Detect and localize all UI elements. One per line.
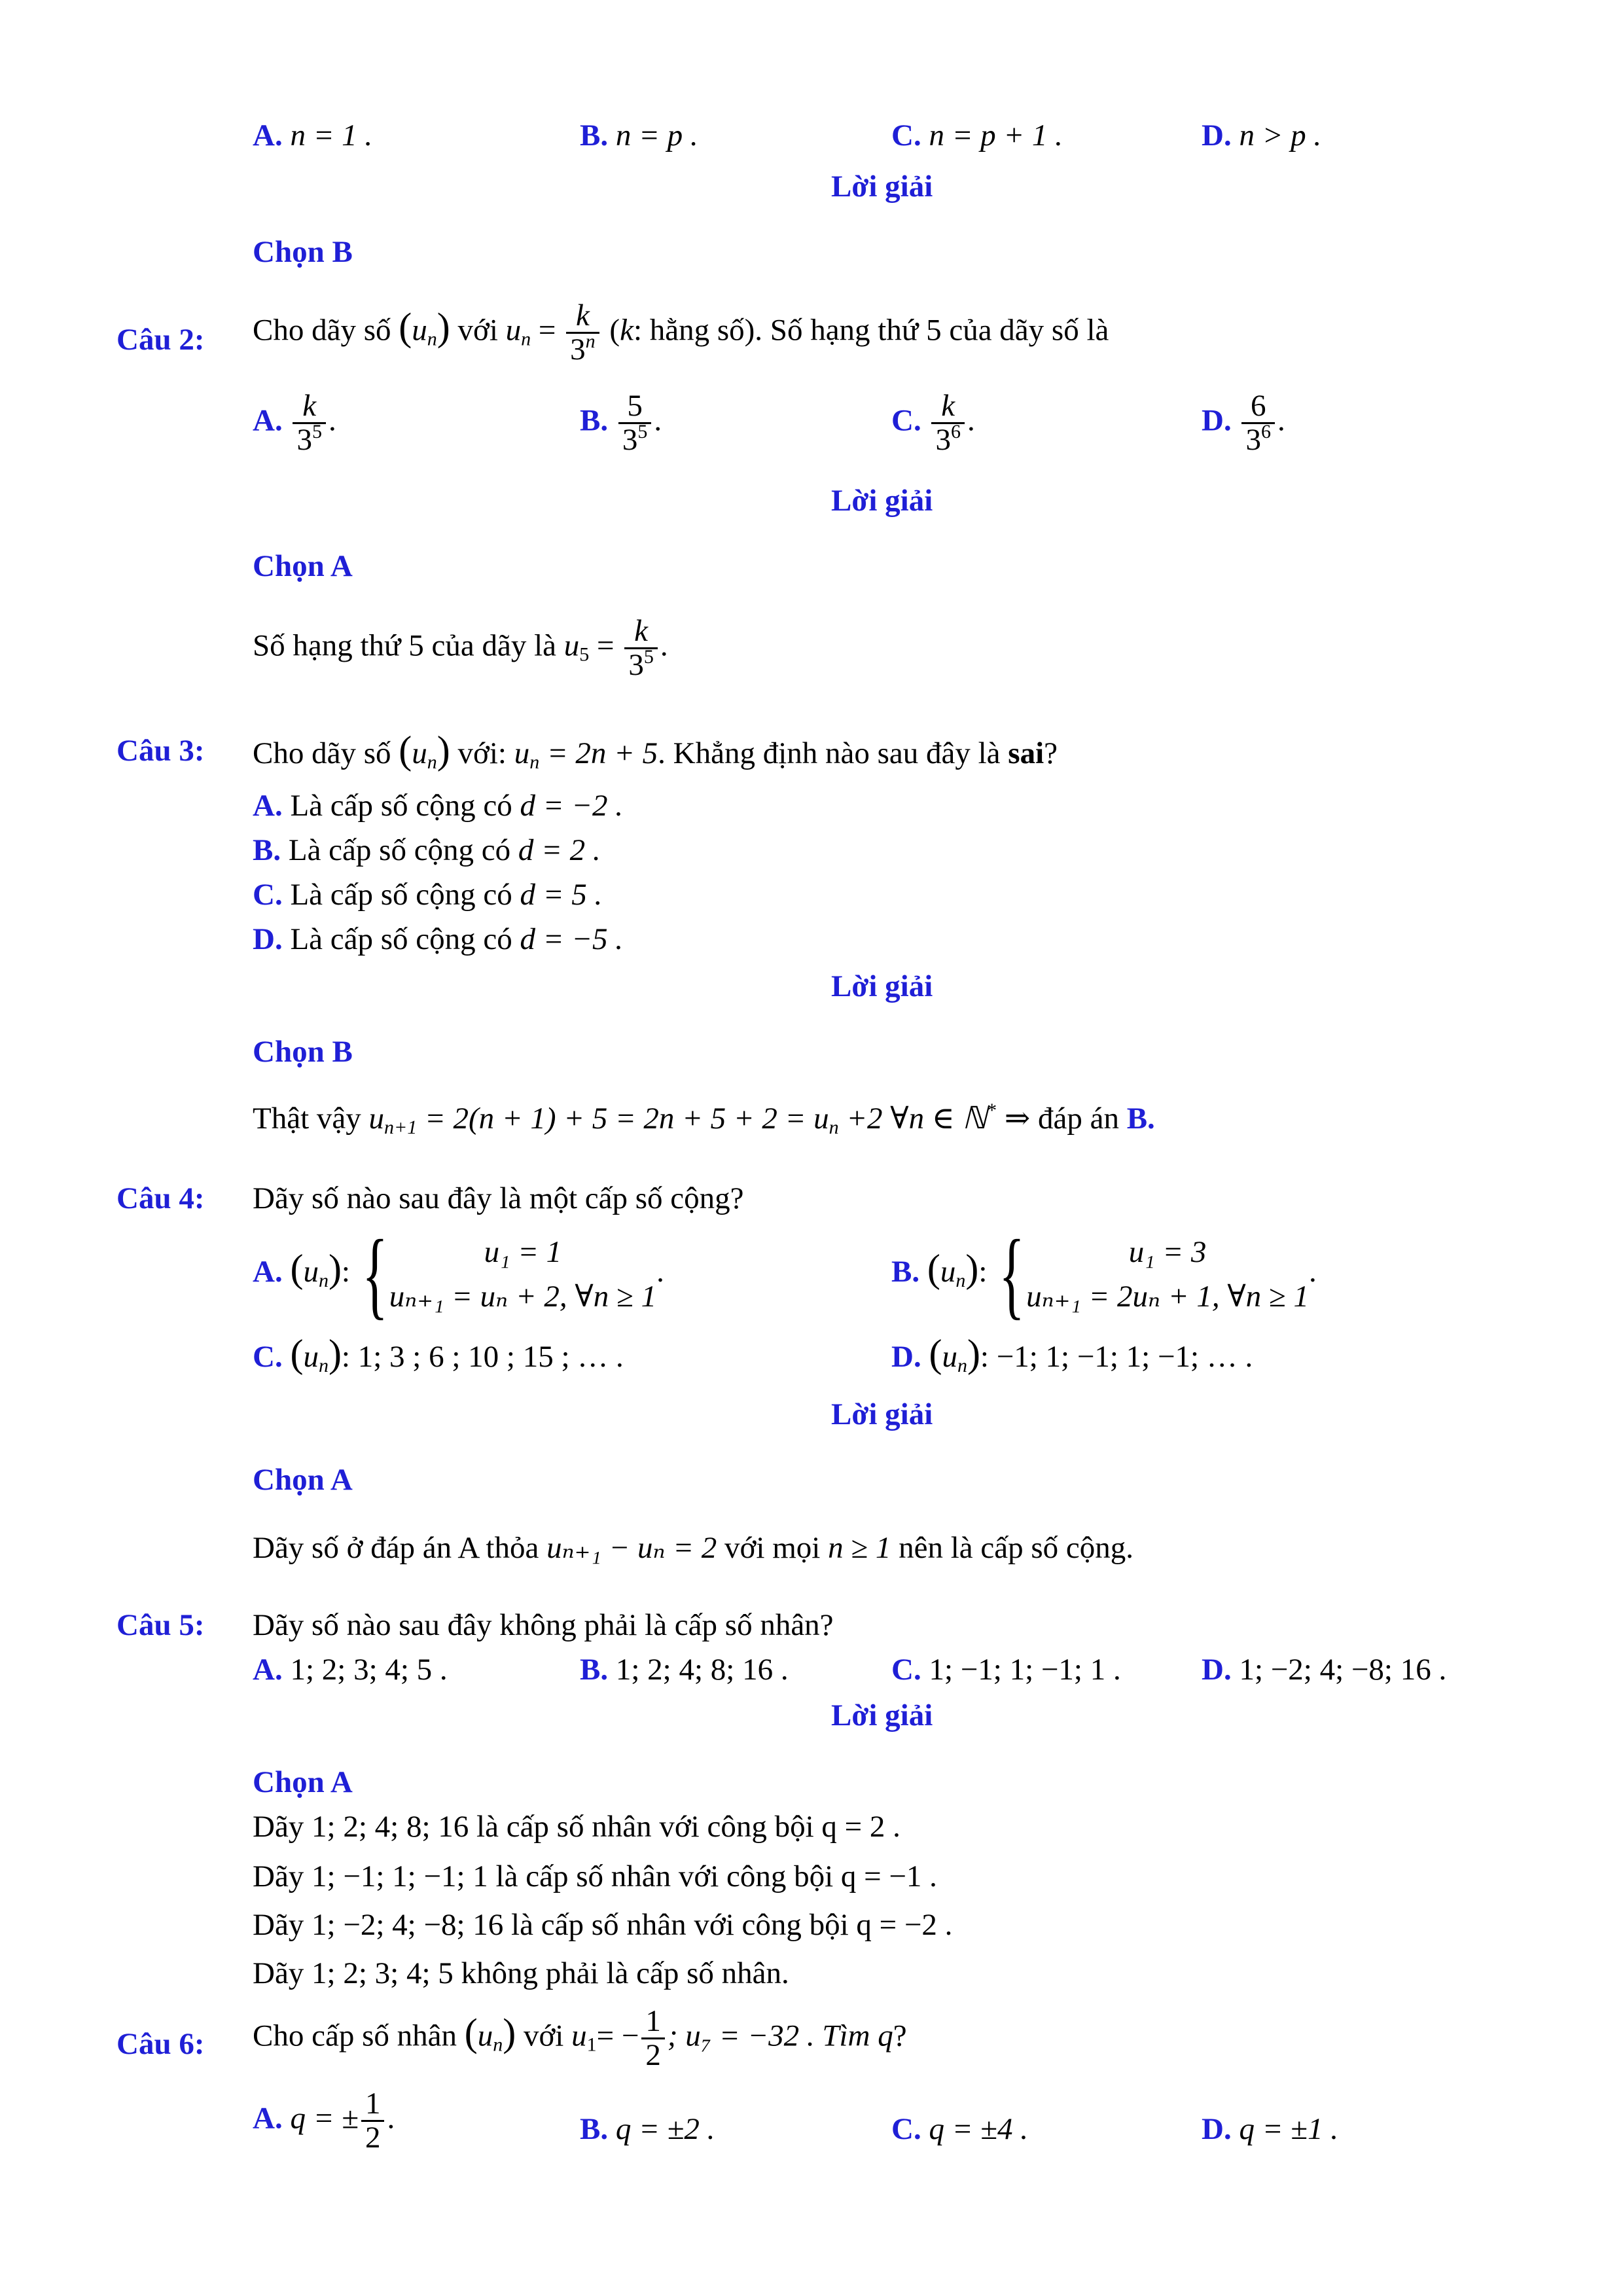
- q3-option-b: B. Là cấp số cộng có d = 2 .: [253, 833, 601, 867]
- q5-prompt: Dãy số nào sau đây không phải là cấp số nhân?: [253, 1608, 834, 1642]
- q5-option-b: B. 1; 2; 4; 8; 16 .: [580, 1653, 789, 1687]
- q2-option-a: A. $\frac{k}{3^5}$ .: [253, 389, 336, 457]
- q4-option-c: C. $(u_n)$: 1; 3 ; 6 ; 10 ; 15 ; … .: [253, 1332, 624, 1376]
- q1-choice: Chọn B: [253, 235, 353, 269]
- q4-prompt: Dãy số nào sau đây là một cấp số cộng?: [253, 1181, 744, 1215]
- q1-solution-heading: Lời giải: [831, 170, 933, 204]
- q5-option-c: C. 1; −1; 1; −1; 1 .: [891, 1653, 1121, 1687]
- q5-expl-line-3: Dãy 1; −2; 4; −8; 16 là cấp số nhân với công bội q = −2 .: [253, 1908, 953, 1942]
- q6-prompt: Cho cấp số nhân $(u_n)$ với $u_1=$ − $\frac{1}{2}$ ; u₇ = −32 . Tìm q?: [253, 2004, 907, 2073]
- q4-option-d: D. $(u_n)$: −1; 1; −1; 1; −1; … .: [891, 1332, 1253, 1376]
- q1-option-b: B. n = p .: [580, 118, 698, 152]
- q5-solution-heading: Lời giải: [831, 1698, 933, 1732]
- q4-solution-heading: Lời giải: [831, 1397, 933, 1431]
- q4-option-a: A. $(u_n)$: { u₁ = 1 uₙ₊₁ = uₙ + 2, ∀n ≥ 1 .: [253, 1220, 664, 1329]
- q6-label: Câu 6:: [116, 2027, 205, 2061]
- q1-option-d: D. n > p .: [1202, 118, 1322, 152]
- q4-choice: Chọn A: [253, 1463, 353, 1497]
- q3-prompt: Cho dãy số $(u_n)$ với: $u_n = 2n + 5$. Khẳng định nào sau đây là sai?: [253, 728, 1058, 773]
- q2-option-d: D. $\frac{6}{3^6}$ .: [1202, 389, 1285, 457]
- q6-option-c: C. q = ±4 .: [891, 2112, 1028, 2146]
- q2-option-c: C. $\frac{k}{3^6}$ .: [891, 389, 975, 457]
- q3-choice: Chọn B: [253, 1035, 353, 1069]
- q2-explanation: Số hạng thứ 5 của dãy là $u_5$ = $\frac{k}{3^5}$ .: [253, 614, 668, 683]
- q5-option-d: D. 1; −2; 4; −8; 16 .: [1202, 1653, 1447, 1687]
- q2-prompt: Cho dãy số $(u_n)$ với $u_n$ = $\frac{k}{3^n}$ (k: hằng số). Số hạng thứ 5 của dãy số là: [253, 298, 1109, 367]
- q3-explanation: Thật vậy $u_{n+1} = 2(n + 1) + 5 = 2n + 5 + 2 = u_n +2$ ∀n ∈ ℕ* ⇒ đáp án B.: [253, 1100, 1155, 1138]
- q4-explanation: Dãy số ở đáp án A thỏa uₙ₊₁ − uₙ = 2 với mọi n ≥ 1 nên là cấp số cộng.: [253, 1531, 1134, 1565]
- q5-expl-line-1: Dãy 1; 2; 4; 8; 16 là cấp số nhân với công bội q = 2 .: [253, 1810, 901, 1844]
- q3-option-c: C. Là cấp số cộng có d = 5 .: [253, 878, 603, 912]
- q5-option-a: A. 1; 2; 3; 4; 5 .: [253, 1653, 448, 1687]
- q5-expl-line-4: Dãy 1; 2; 3; 4; 5 không phải là cấp số nhân.: [253, 1956, 789, 1990]
- q2-label: Câu 2:: [116, 323, 205, 357]
- q1-option-a: A. n = 1 .: [253, 118, 373, 152]
- q6-option-a: A. q = ± $\frac{1}{2}$ .: [253, 2087, 395, 2155]
- q4-label: Câu 4:: [116, 1181, 205, 1215]
- q2-option-b: B. $\frac{5}{3^5}$ .: [580, 389, 662, 457]
- q5-expl-line-2: Dãy 1; −1; 1; −1; 1 là cấp số nhân với công bội q = −1 .: [253, 1859, 937, 1893]
- q2-solution-heading: Lời giải: [831, 484, 933, 518]
- q5-choice: Chọn A: [253, 1765, 353, 1799]
- q4-option-b: B. $(u_n)$: { u₁ = 3 uₙ₊₁ = 2uₙ + 1, ∀n ≥ 1 .: [891, 1220, 1317, 1329]
- q5-label: Câu 5:: [116, 1608, 205, 1642]
- q1-option-c: C. n = p + 1 .: [891, 118, 1063, 152]
- q3-solution-heading: Lời giải: [831, 969, 933, 1003]
- q6-option-d: D. q = ±1 .: [1202, 2112, 1338, 2146]
- q6-option-b: B. q = ±2 .: [580, 2112, 715, 2146]
- q3-option-d: D. Là cấp số cộng có d = −5 .: [253, 922, 623, 956]
- q3-option-a: A. Là cấp số cộng có d = −2 .: [253, 789, 623, 823]
- q3-label: Câu 3:: [116, 734, 205, 768]
- q2-choice: Chọn A: [253, 549, 353, 583]
